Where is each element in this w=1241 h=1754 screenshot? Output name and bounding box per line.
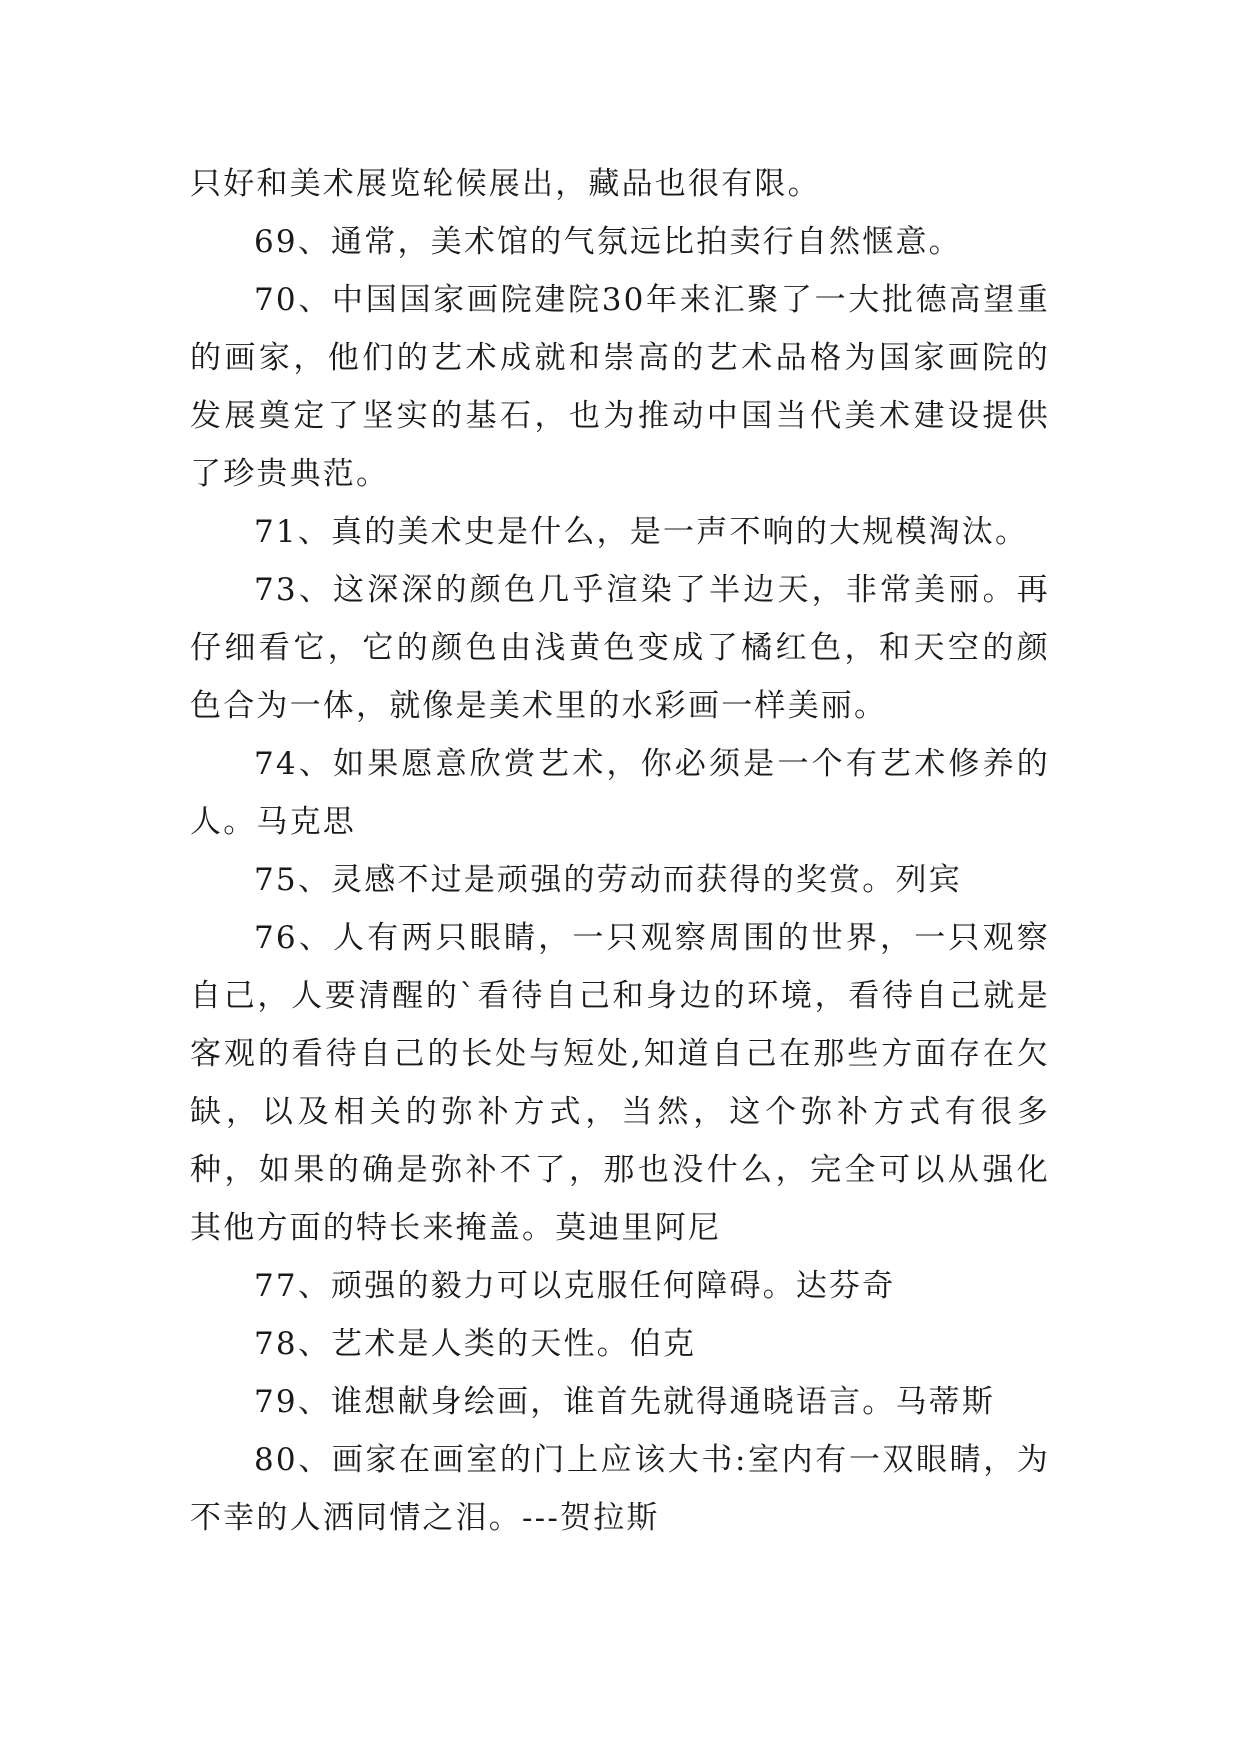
- document-body: [190, 155, 1050, 1547]
- paragraph-70: 70、中国国家画院建院30年来汇聚了一大批德高望重的画家，他们的艺术成就和崇高的艺术品格为国家画院的发展奠定了坚实的基石，也为推动中国当代美术建设提供了珍贵典范。: [190, 282, 1050, 492]
- paragraph-continuation: 只好和美术展览轮候展出，藏品也很有限。: [190, 166, 821, 202]
- paragraph-79: 79、谁想献身绘画，谁首先就得通晓语言。马蒂斯: [254, 1384, 996, 1420]
- paragraph-76: 76、人有两只眼睛，一只观察周围的世界，一只观察自己，人要清醒的`看待自己和身边的环境，看待自己就是客观的看待自己的长处与短处,知道自己在那些方面存在欠缺，以及相关的弥补方式，当然，这个弥补方式有很多种，如果的确是弥补不了，那也没什么，完全可以从强化其他方面的特长来掩盖。莫迪里阿尼: [190, 920, 1050, 1246]
- paragraph-71: 71、真的美术史是什么，是一声不响的大规模淘汰。: [254, 514, 1029, 550]
- paragraph-73: 73、这深深的颜色几乎渲染了半边天，非常美丽。再仔细看它，它的颜色由浅黄色变成了橘红色，和天空的颜色合为一体，就像是美术里的水彩画一样美丽。: [190, 572, 1050, 724]
- paragraph-75: 75、灵感不过是顽强的劳动而获得的奖赏。列宾: [254, 862, 962, 898]
- paragraph-78: 78、艺术是人类的天性。伯克: [254, 1326, 697, 1362]
- paragraph-77: 77、顽强的毅力可以克服任何障碍。达芬奇: [254, 1268, 896, 1304]
- paragraph-69: 69、通常，美术馆的气氛远比拍卖行自然惬意。: [254, 224, 962, 260]
- paragraph-80: 80、画家在画室的门上应该大书:室内有一双眼睛，为不幸的人洒同情之泪。---贺拉斯: [190, 1442, 1050, 1536]
- paragraph-74: 74、如果愿意欣赏艺术，你必须是一个有艺术修养的人。马克思: [190, 746, 1050, 840]
